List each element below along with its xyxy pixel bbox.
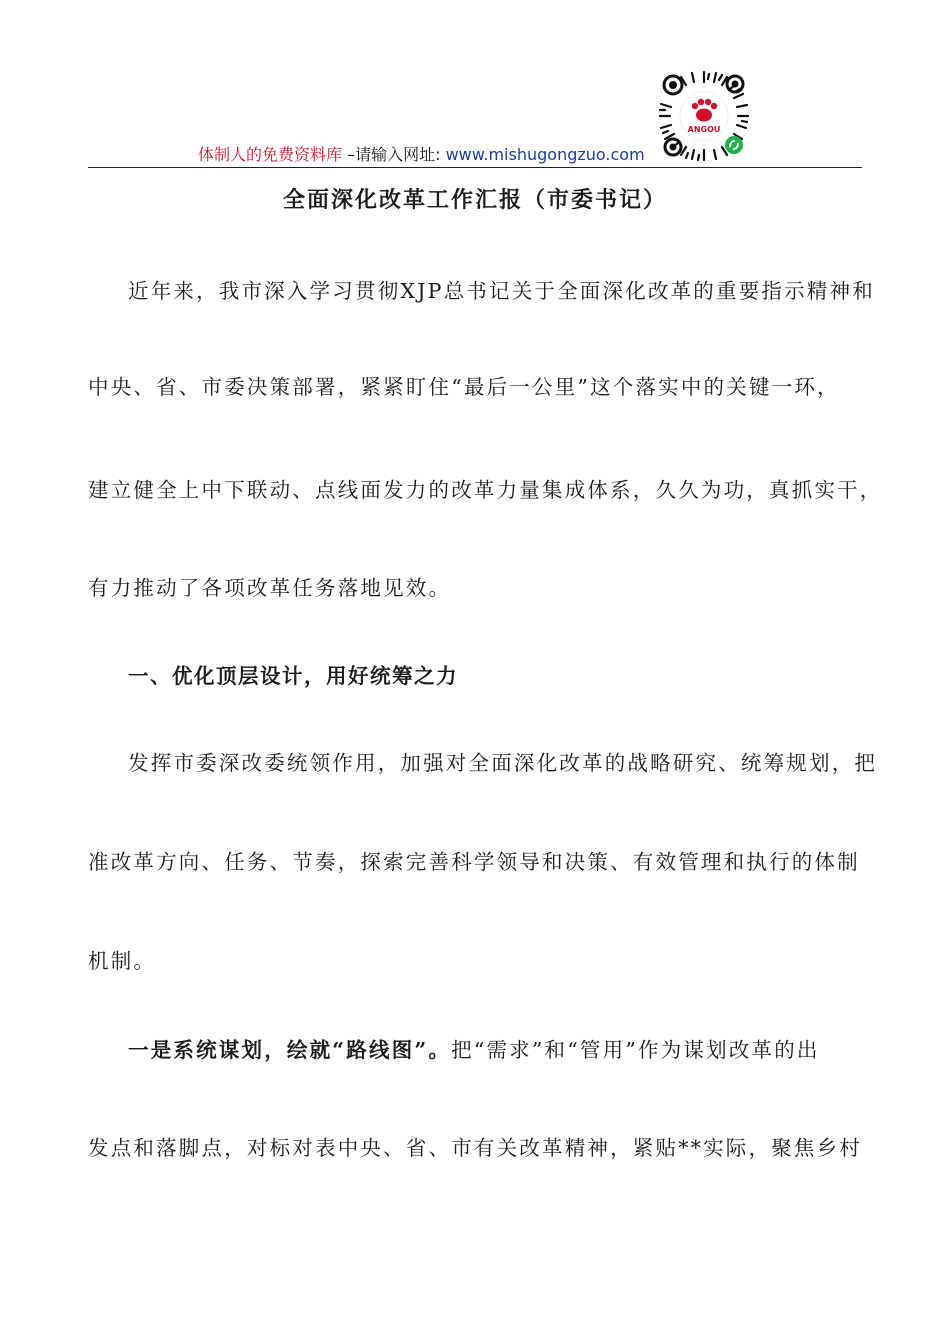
- section-line: 准改革方向、任务、节奏，探索完善科学领导和决策、有效管理和执行的体制: [88, 850, 860, 874]
- intro-line: 近年来，我市深入学习贯彻XJP总书记关于全面深化改革的重要指示精神和: [128, 279, 875, 303]
- qr-logo-text: ANGOU: [687, 125, 721, 134]
- url-prompt: –请输入网址:: [342, 145, 446, 164]
- document-title: 全面深化改革工作汇报（市委书记）: [282, 187, 667, 213]
- intro-line: 建立健全上中下联动、点线面发力的改革力量集成体系，久久为功，真抓实干，: [88, 478, 883, 502]
- brand-text: 体制人的免费资料库: [198, 145, 343, 164]
- point-text: 把“需求”和“管用”作为谋划改革的出: [451, 1038, 820, 1062]
- intro-line: 有力推动了各项改革任务落地见效。: [88, 576, 452, 600]
- header-banner: [198, 144, 645, 166]
- section-heading: 一、优化顶层设计，用好统筹之力: [128, 664, 458, 688]
- intro-line: 中央、省、市委决策部署，紧紧盯住“最后一公里”这个落实中的关键一环，: [88, 375, 840, 399]
- section-line: 发挥市委深改委统领作用，加强对全面深化改革的战略研究、统筹规划，把: [128, 751, 878, 775]
- header-divider: [88, 167, 862, 168]
- section-line: 机制。: [88, 949, 157, 973]
- website-link[interactable]: www.mishugongzuo.com: [445, 145, 645, 164]
- point-line: 发点和落脚点，对标对表中央、省、市有关改革精神，紧贴**实际，聚焦乡村: [88, 1136, 862, 1160]
- point-line: [128, 1036, 820, 1064]
- point-lead: 一是系统谋划，绘就“路线图”。: [128, 1038, 452, 1062]
- qr-code-icon: [656, 68, 752, 164]
